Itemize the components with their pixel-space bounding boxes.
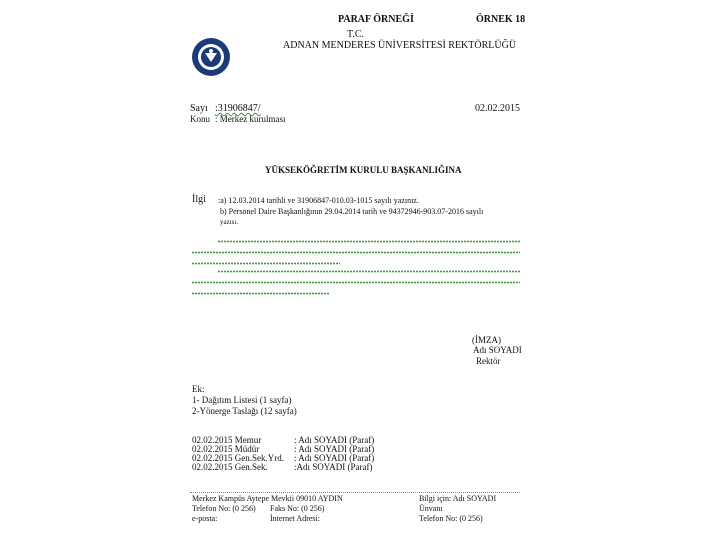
signature-title: Rektör — [476, 356, 501, 366]
sample-title: PARAF ÖRNEĞİ — [338, 14, 414, 25]
footer-fax: Faks No: (0 256) — [270, 504, 325, 513]
paraf-name: : Adı SOYADI (Paraf) — [294, 444, 375, 454]
ilgi-line-a: :a) 12.03.2014 tarihli ve 31906847-010.03-1015 sayılı yazınız. — [218, 196, 419, 205]
attachments-label: Ek: — [192, 384, 205, 394]
footer-unvan: Ünvanı — [419, 504, 443, 513]
paraf-date: 02.02.2015 Memur — [192, 435, 262, 445]
paraf-name: :Adı SOYADI (Paraf) — [294, 462, 373, 472]
university-logo — [191, 37, 231, 77]
paraf-name: : Adı SOYADI (Paraf) — [294, 435, 375, 445]
konu-label: Konu — [190, 114, 210, 124]
addressee: YÜKSEKÖĞRETİM KURULU BAŞKANLIĞINA — [265, 165, 462, 175]
footer-contact-phone: Telefon No: (0 256) — [419, 514, 483, 523]
footer-web: İnternet Adresi: — [270, 514, 320, 523]
attachment-item: 2-Yönerge Taslağı (12 sayfa) — [192, 406, 297, 416]
paraf-date: 02.02.2015 Müdür — [192, 444, 260, 454]
signature-imza: (İMZA) — [472, 335, 501, 345]
footer-address: Merkez Kampüs Aytepe Mevkii 09010 AYDIN — [192, 494, 343, 503]
ilgi-line-b: b) Personel Daire Başkanlığının 29.04.2014 tarih ve 94372946-903.07-2016 sayılı — [220, 207, 484, 216]
sayi-label: Sayı — [190, 103, 208, 114]
footer-phone: Telefon No: (0 256) — [192, 504, 256, 513]
attachment-item: 1- Dağıtım Listesi (1 sayfa) — [192, 395, 292, 405]
document-date: 02.02.2015 — [475, 103, 520, 114]
paraf-name: : Adı SOYADI (Paraf) — [294, 453, 375, 463]
sayi-value: :31906847/ — [215, 103, 261, 114]
footer-info: Bilgi için: Adı SOYADI — [419, 494, 497, 503]
country-label: T.C. — [347, 29, 365, 40]
konu-value: : Merkez kurulması — [215, 114, 286, 124]
ilgi-line-c: yazısı. — [220, 218, 239, 226]
sample-number: ÖRNEK 18 — [476, 14, 526, 25]
paraf-date: 02.02.2015 Gen.Sek. — [192, 462, 268, 472]
paraf-date: 02.02.2015 Gen.Sek.Yrd. — [192, 453, 284, 463]
signature-name: Adı SOYADI — [473, 345, 522, 355]
institution-name: ADNAN MENDERES ÜNİVERSİTESİ REKTÖRLÜĞÜ — [283, 40, 517, 51]
footer-email: e-posta: — [192, 514, 218, 523]
ilgi-label: İlgi — [192, 194, 206, 205]
